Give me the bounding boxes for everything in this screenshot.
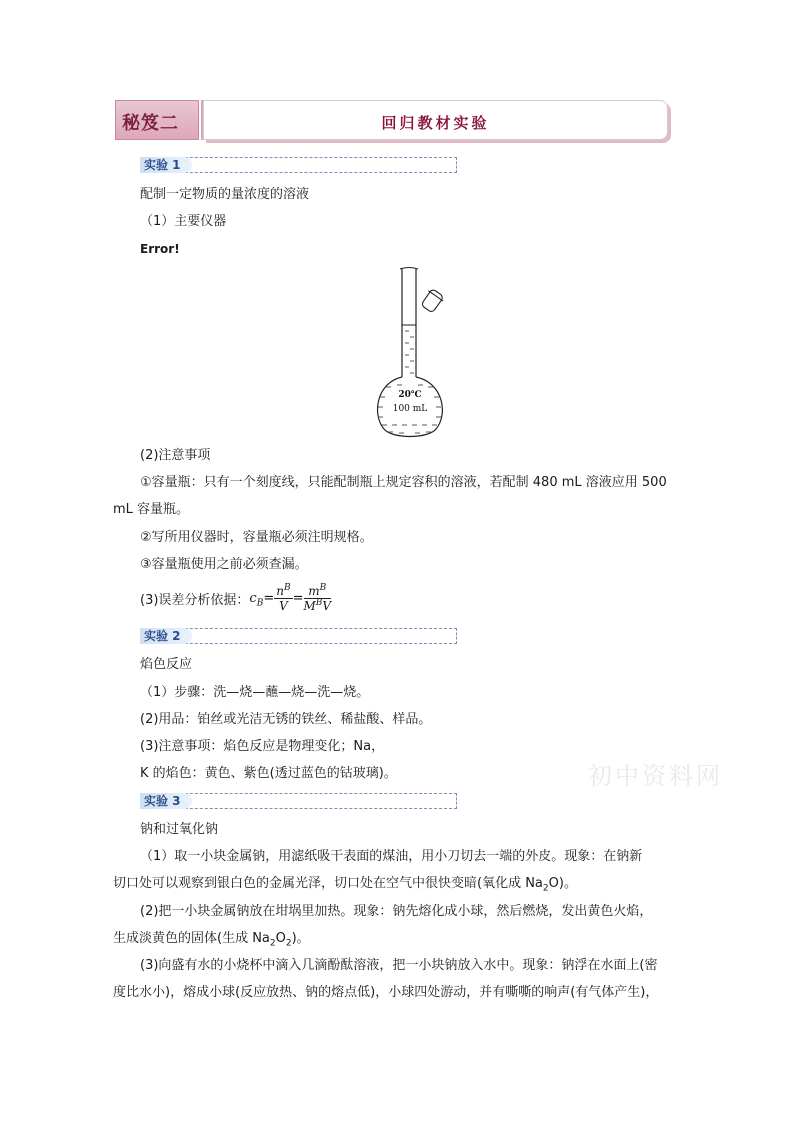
tag-pill	[140, 793, 192, 809]
section-tab	[115, 100, 199, 140]
section-tab-label: 秘笈二	[122, 113, 179, 134]
tag-label: 实验 3	[144, 794, 181, 808]
exp2-title: 焰色反应	[140, 657, 193, 672]
exp3-p1-line1: （1）取一小块金属钠，用滤纸吸干表面的煤油，用小刀切去一端的外皮。现象：在钠新	[140, 849, 643, 864]
experiment-2-tag	[140, 628, 457, 644]
exp3-p3-line1: (3)向盛有水的小烧杯中滴入几滴酚酞溶液，把一小块钠放入水中。现象：钠浮在水面上(密	[140, 958, 658, 973]
formula-eq-1: =	[263, 590, 275, 606]
watermark-text: 初中资料网	[588, 762, 723, 790]
volumetric-flask-figure	[372, 265, 448, 440]
exp1-note1-line1: ①容量瓶：只有一个刻度线，只能配制瓶上规定容积的溶液，若配制 480 mL 溶液应用 500	[140, 475, 667, 490]
section-title: 回归教材实验	[381, 114, 490, 132]
tag-label: 实验 1	[144, 158, 181, 172]
exp2-line3: (3)注意事项：焰色反应是物理变化；Na，	[140, 739, 385, 754]
exp1-note2: ②写所用仪器时，容量瓶必须注明规格。	[140, 530, 373, 545]
error-analysis-formula	[140, 578, 331, 618]
tag-pill	[140, 628, 192, 644]
exp1-note1-line2: mL 容量瓶。	[113, 502, 190, 517]
exp1-sub2: (2)注意事项	[140, 448, 211, 463]
formula-c: $c_B$	[249, 590, 264, 609]
exp2-line4: K 的焰色：黄色、紫色(透过蓝色的钴玻璃)。	[140, 766, 397, 781]
formula-prefix: (3)误差分析依据：	[140, 592, 250, 608]
flask-label-temp: 20℃	[398, 390, 422, 400]
exp1-note3: ③容量瓶使用之前必须查漏。	[140, 557, 308, 572]
experiment-3-tag	[140, 793, 457, 809]
section-title-box	[203, 100, 668, 140]
exp2-line2: (2)用品：铂丝或光洁无锈的铁丝、稀盐酸、样品。	[140, 712, 432, 727]
error-text: Error!	[140, 242, 180, 256]
formula-eq-2: =	[292, 590, 304, 606]
experiment-1-tag	[140, 157, 457, 173]
flask-label-volume: 100 mL	[392, 404, 428, 414]
exp1-title: 配制一定物质的量浓度的溶液	[140, 187, 310, 202]
exp3-title: 钠和过氧化钠	[140, 822, 219, 837]
section-banner	[115, 100, 668, 140]
exp3-p3-line2: 度比水小)，熔成小球(反应放热、钠的熔点低)，小球四处游动，并有嘶嘶的响声(有气体产生)，	[113, 985, 659, 1000]
tag-label: 实验 2	[144, 629, 181, 643]
exp3-p2-line1: (2)把一小块金属钠放在坩埚里加热。现象：钠先熔化成小球，然后燃烧，发出黄色火焰，	[140, 904, 653, 919]
exp3-p1-line2: 切口处可以观察到银白色的金属光泽，切口处在空气中很快变暗(氧化成 $Na_2O$)。	[113, 876, 577, 894]
formula-frac-2: $\frac{m^B}{M^BV}$	[303, 582, 332, 613]
formula-frac-1: $\frac{n^B}{V}$	[276, 582, 291, 613]
exp1-sub1: （1）主要仪器	[140, 214, 227, 229]
exp3-p2-line2: 生成淡黄色的固体(生成 $Na_2O_2$)。	[113, 931, 310, 949]
tag-pill	[140, 157, 192, 173]
exp2-line1: （1）步骤：洗—烧—蘸—烧—洗—烧。	[140, 685, 370, 700]
